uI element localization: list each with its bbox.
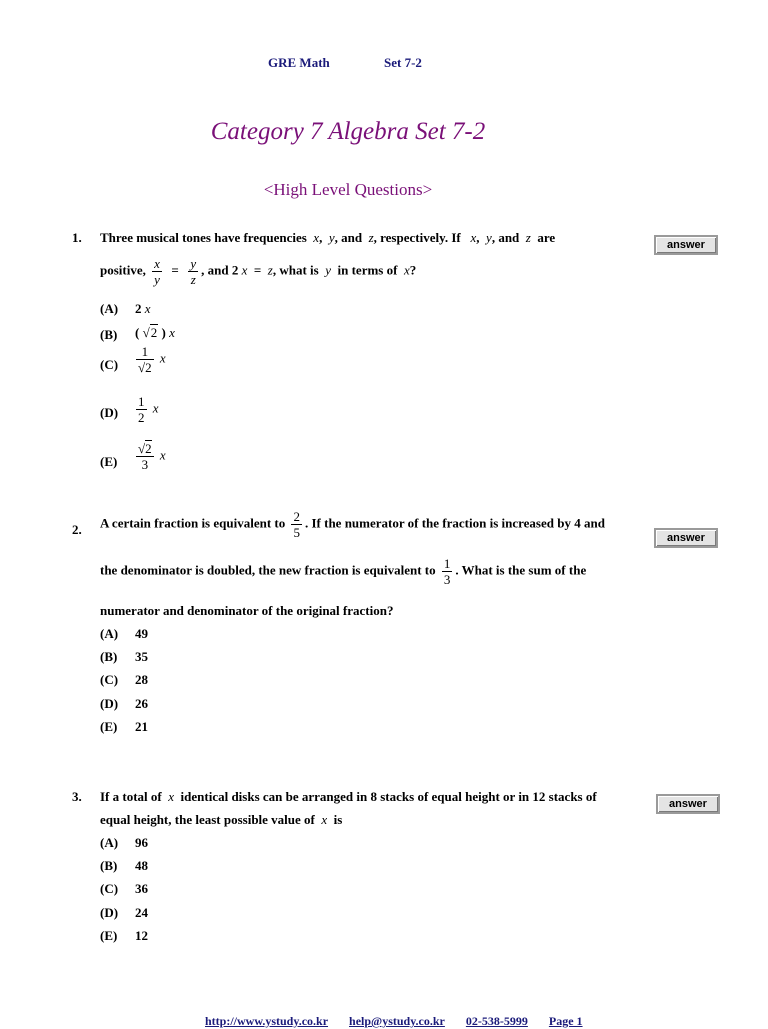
- header-subject: GRE Math: [268, 55, 330, 70]
- q1-option-a-value[interactable]: 2 x: [135, 301, 151, 316]
- q2-line1: A certain fraction is equivalent to $\frac{2}{5}$ . If the numerator of the fraction is increased by 4 and: [100, 509, 605, 540]
- q3-option-a-value[interactable]: 96: [135, 835, 148, 850]
- q1-option-b-value[interactable]: ( √2 ) x: [135, 325, 175, 340]
- q2-option-b-value[interactable]: 35: [135, 649, 148, 664]
- q1-option-b-label: (B): [100, 327, 118, 342]
- q2-number: 2.: [72, 522, 82, 537]
- q2-option-e-value[interactable]: 21: [135, 719, 148, 734]
- footer-page: Page 1: [548, 1014, 583, 1028]
- header-set: Set 7-2: [384, 55, 422, 70]
- q3-option-e-value[interactable]: 12: [135, 928, 148, 943]
- q2-option-b-label: (B): [100, 649, 118, 664]
- q1-option-d-value[interactable]: $\frac{1}{2}$ x: [138, 394, 159, 425]
- q3-line1: If a total of x identical disks can be arranged in 8 stacks of equal height or in 12 stacks of: [100, 789, 597, 804]
- q2-option-c-label: (C): [100, 672, 119, 687]
- q1-option-e-label: (E): [100, 454, 118, 469]
- page-title: Category 7 Algebra Set 7-2: [210, 118, 486, 145]
- q1-answer-button[interactable]: answer: [654, 235, 718, 255]
- q3-option-d-value[interactable]: 24: [135, 905, 148, 920]
- footer-phone: 02-538-5999: [465, 1014, 528, 1028]
- q3-option-b-label: (B): [100, 858, 118, 873]
- q2-answer-button[interactable]: answer: [654, 528, 718, 548]
- q2-option-a-label: (A): [100, 626, 119, 641]
- q1-option-e-value[interactable]: $\frac{√2}{3}$ x: [138, 441, 166, 472]
- q3-option-e-label: (E): [100, 928, 118, 943]
- q1-option-c-value[interactable]: $\frac{1}{√2}$ x: [138, 344, 166, 375]
- q3-line2: equal height, the least possible value of x is: [100, 812, 343, 827]
- page-subtitle: <High Level Questions>: [263, 180, 433, 199]
- q2-line3: numerator and denominator of the original fraction?: [100, 603, 394, 618]
- q3-number: 3.: [72, 789, 82, 804]
- q1-option-a-label: (A): [100, 301, 119, 316]
- q3-option-c-value[interactable]: 36: [135, 881, 148, 896]
- q1-line1: Three musical tones have frequencies x, y, and z, respectively. If x, y, and z are: [100, 230, 556, 245]
- q3-option-a-label: (A): [100, 835, 119, 850]
- q2-line2: the denominator is doubled, the new fraction is equivalent to $\frac{1}{3}$ . What is the sum of the: [100, 556, 587, 587]
- footer-email-link[interactable]: help@ystudy.co.kr: [349, 1014, 445, 1028]
- q1-option-d-label: (D): [100, 405, 119, 420]
- q2-option-e-label: (E): [100, 719, 118, 734]
- q1-option-c-label: (C): [100, 357, 119, 372]
- q1-number: 1.: [72, 230, 82, 245]
- q3-option-c-label: (C): [100, 881, 119, 896]
- page-footer: [205, 1014, 601, 1029]
- q2-option-c-value[interactable]: 28: [135, 672, 148, 687]
- q1-line2: positive, $\frac{x}{y}$ = $\frac{y}{z}$ , and 2 x = z, what is y in terms of x?: [100, 256, 417, 287]
- q2-option-d-label: (D): [100, 696, 119, 711]
- q3-option-b-value[interactable]: 48: [135, 858, 148, 873]
- q2-option-a-value[interactable]: 49: [135, 626, 148, 641]
- q2-option-d-value[interactable]: 26: [135, 696, 148, 711]
- q3-option-d-label: (D): [100, 905, 119, 920]
- q3-answer-button[interactable]: answer: [656, 794, 720, 814]
- footer-url-link[interactable]: http://www.ystudy.co.kr: [205, 1014, 329, 1028]
